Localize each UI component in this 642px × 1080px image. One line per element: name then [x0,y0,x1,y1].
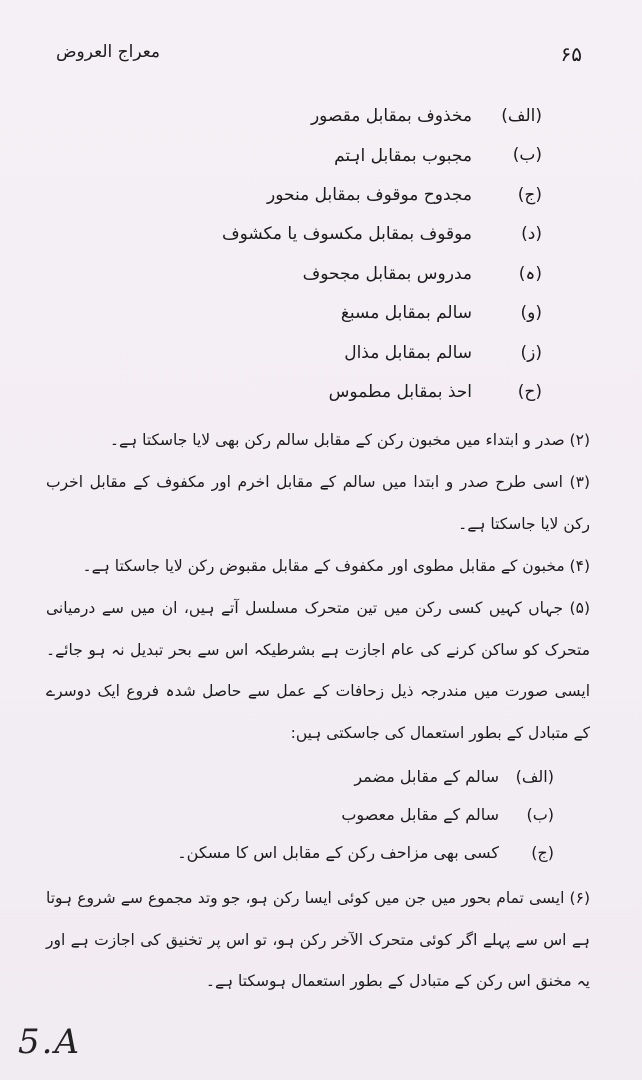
paragraph-4: (۴) مخبون کے مقابل مطوی اور مکفوف کے مقابل مقبوض رکن لایا جاسکتا ہے۔ [82,557,590,575]
list-marker: (د) [521,224,542,245]
list-marker: (ب) [526,804,554,824]
list-text: کسی بھی مزاحف رکن کے مقابل اس کا مسکن۔ [177,842,499,862]
list-marker: (ب) [512,145,542,166]
list-item [182,136,542,176]
book-title: معراج العروض [56,42,161,62]
paragraph-6: (۶) ایسی تمام بحور میں جن میں کوئی ایسا رکن ہو، جو وتد مجموع سے شروع ہوتا ہے اس سے پہلے اگر کوئی متحرک الآخر رکن ہو، تو اس پر تخنیق کی اجازت ہے اور یہ مخنق اس رکن کے متبادل کے بطور استعمال ہوسکتا ہے۔ [46,889,590,990]
list-marker: (ز) [520,342,542,363]
list-text: مجدوح موقوف بمقابل منحور [267,184,472,205]
list-item [182,373,542,413]
list-text: مخذوف بمقابل مقصور [310,105,472,126]
list-text: سالم کے مقابل معصوب [341,804,499,824]
substitution-list [182,96,542,412]
list-item [182,254,542,294]
list-text: احذ بمقابل مطموس [328,382,472,403]
list-item [174,833,554,871]
list-item [182,96,542,136]
paragraph-5: (۵) جہاں کہیں کسی رکن میں تین متحرک مسلسل آتے ہیں، ان میں سے درمیانی متحرک کو ساکن کرنے کی عام اجازت ہے بشرطیکہ اس سے بحر تبدیل نہ ہو جائے۔ ایسی صورت میں مندرجہ ذیل زحافات کے عمل سے حاصل شدہ فروع ایک دوسرے کے متبادل کے بطور استعمال کی جاسکتی ہیں: [46,599,590,742]
list-item [174,795,554,833]
list-marker: (ج) [517,184,542,205]
list-marker: (و) [520,303,542,324]
list-text: مدروس بمقابل مجحوف [302,263,472,284]
list-marker: (ہ) [518,264,542,285]
list-marker: (ح) [517,382,542,403]
paragraph-3: (۳) اسی طرح صدر و ابتدا میں سالم کے مقابل اخرم اور مکفوف کے مقابل اخرب رکن لایا جاسکتا ہے۔ [46,473,590,533]
list-text: موقوف بمقابل مکسوف یا مکشوف [221,224,472,245]
list-marker: (ج) [531,842,554,862]
page-number: ۶۵ [560,42,582,66]
list-text: سالم بمقابل مذال [344,342,472,363]
list-marker: (الف) [501,105,542,126]
list-text: سالم کے مقابل مضمر [354,766,499,786]
list-text: مجبوب بمقابل اہتم [334,145,472,166]
list-item [182,175,542,215]
list-item [182,215,542,255]
list-marker: (الف) [515,766,554,786]
list-item [174,757,554,795]
list-text: سالم بمقابل مسبغ [340,303,472,324]
paragraph-2: (۲) صدر و ابتداء میں مخبون رکن کے مقابل سالم رکن بھی لایا جاسکتا ہے۔ [109,431,590,449]
substitution-sublist [174,757,554,871]
handwritten-note: 5.A [18,1022,81,1062]
list-item [182,294,542,334]
list-item [182,333,542,373]
